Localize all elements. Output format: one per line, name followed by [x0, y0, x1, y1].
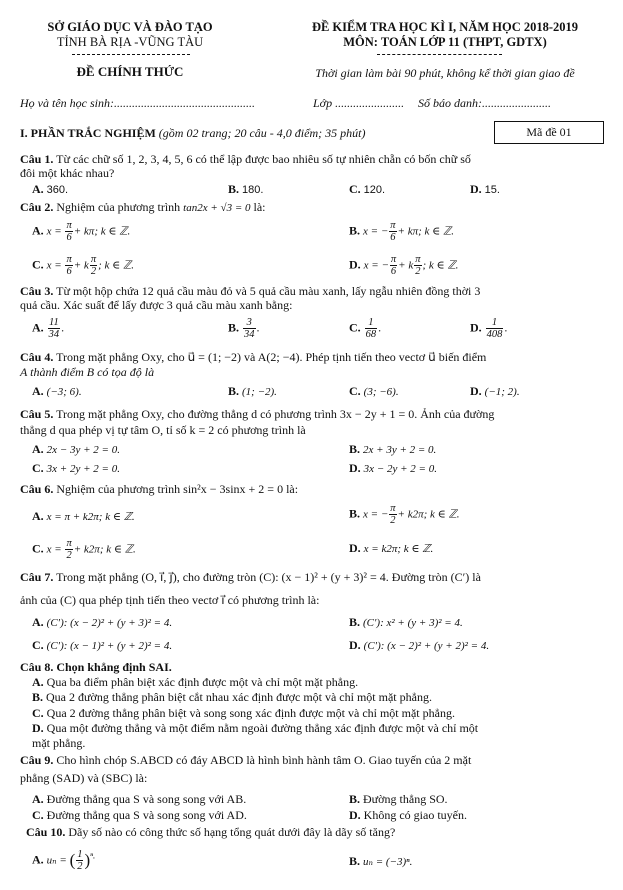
question-3: Câu 3. Từ một hộp chứa 12 quả cầu màu đỏ và 5 quả cầu màu xanh, lấy ngẫu nhiên đồng thời 3 — [20, 284, 481, 298]
q9-option-d: D. Không có giao tuyến. — [349, 808, 467, 822]
q10-option-a: A. uₙ = ( $\frac{1}{2}$ )$^{^n.}$ — [32, 849, 96, 873]
section-title: I. PHẦN TRẮC NGHIỆM — [20, 126, 156, 140]
q10-option-b: B. uₙ = (−3)ⁿ. — [349, 854, 413, 868]
student-name-field: Họ và tên học sinh:............................................... — [20, 96, 255, 110]
question-9-text-cont: phẳng (SAD) và (SBC) là: — [20, 771, 148, 785]
time-note: Thời gian làm bài 90 phút, không kể thời gian giao đề — [315, 66, 575, 80]
q1-option-b: B. 180. — [228, 182, 264, 196]
q4-option-d: D. (−1; 2). — [470, 384, 520, 398]
exam-code: Mã đề 01 — [526, 125, 572, 139]
exam-title: ĐỀ KIỂM TRA HỌC KÌ I, NĂM HỌC 2018-2019 — [311, 20, 579, 34]
q8-option-d-cont: mặt phẳng. — [32, 736, 86, 750]
q9-option-c: C. Đường thẳng qua S và song song với AD. — [32, 808, 247, 822]
official-label: ĐỀ CHÍNH THỨC — [76, 64, 184, 79]
q2-option-a: A. x = $\frac{\pi}{6}$ + kπ; k ∈ ℤ. — [32, 220, 131, 244]
q3-option-a: A. $\frac{11}{34}$ . — [32, 317, 65, 341]
question-10: Câu 10. Dãy số nào có công thức số hạng tổng quát dưới đây là dãy số tăng? — [26, 825, 396, 839]
q6-option-b: B. x = − $\frac{\pi}{2}$ + k2π; k ∈ ℤ. — [349, 503, 460, 527]
question-4-text-cont: A thành điểm B có tọa độ là — [20, 365, 155, 379]
question-number: Câu 1. — [20, 152, 54, 166]
question-8: Câu 8. Chọn khẳng định SAI. — [20, 660, 172, 674]
q5-option-c: C. 3x + 2y + 2 = 0. — [32, 461, 120, 475]
question-1 — [20, 152, 600, 166]
q2-option-b: B. x = − $\frac{\pi}{6}$ + kπ; k ∈ ℤ. — [349, 220, 454, 244]
q5-option-d: D. 3x − 2y + 2 = 0. — [349, 461, 437, 475]
q1-option-c: C. 120. — [349, 182, 386, 196]
q7-option-d: D. (C′): (x − 2)² + (y + 2)² = 4. — [349, 638, 490, 652]
department-name: SỞ GIÁO DỤC VÀ ĐÀO TẠO — [47, 20, 213, 34]
q6-option-c: C. x = $\frac{\pi}{2}$ + k2π; k ∈ ℤ. — [32, 538, 136, 562]
q5-option-a: A. 2x − 3y + 2 = 0. — [32, 442, 120, 456]
q2-option-c: C. x = $\frac{\pi}{6}$ + k $\frac{\pi}{2}$ ; k ∈ ℤ. — [32, 254, 134, 278]
exam-code-box — [494, 121, 604, 144]
q9-option-b: B. Đường thẳng SO. — [349, 792, 448, 806]
question-5-text-cont: thẳng d qua phép vị tự tâm O, tỉ số k = 2 có phương trình là — [20, 423, 306, 437]
q3-option-d: D. $\frac{1}{408}$ . — [470, 317, 508, 341]
q6-option-d: D. x = k2π; k ∈ ℤ. — [349, 541, 434, 555]
q8-option-b: B. Qua 2 đường thẳng phân biệt cắt nhau xác định được một và chỉ một mặt phẳng. — [32, 690, 432, 704]
question-7: Câu 7. Trong mặt phẳng (O, i⃗, j⃗), cho đường tròn (C): (x − 1)² + (y + 3)² = 4. Đường tròn (C′) là — [20, 570, 481, 584]
student-id-field: Số báo danh:....................... — [418, 96, 551, 110]
question-3-text-cont: quả cầu. Xác suất để lấy được 3 quả cầu màu xanh bằng: — [20, 298, 293, 312]
question-5: Câu 5. Trong mặt phẳng Oxy, cho đường thẳng d có phương trình 3x − 2y + 1 = 0. Ảnh của đường — [20, 407, 495, 421]
q7-option-b: B. (C′): x² + (y + 3)² = 4. — [349, 615, 463, 629]
subject-title: MÔN: TOÁN LỚP 11 (THPT, GDTX) — [343, 35, 547, 49]
question-text: Từ các chữ số 1, 2, 3, 4, 5, 6 có thể lập được bao nhiêu số tự nhiên chẵn có bốn chữ số — [56, 152, 471, 166]
equation: tan2x + √3 = 0 — [183, 202, 251, 214]
q1-option-d: D. 15. — [470, 182, 500, 196]
province-name: TỈNH BÀ RỊA -VŨNG TÀU — [56, 35, 204, 49]
q8-option-d: D. Qua một đường thẳng và một điểm nằm ngoài đường thẳng xác định được một và chỉ một — [32, 721, 479, 735]
question-9: Câu 9. Cho hình chóp S.ABCD có đáy ABCD là hình bình hành tâm O. Giao tuyến của 2 mặt — [20, 753, 472, 767]
q4-option-b: B. (1; −2). — [228, 384, 277, 398]
q2-option-d: D. x = − $\frac{\pi}{6}$ + k $\frac{\pi}{2}$ ; k ∈ ℤ. — [349, 254, 459, 278]
q9-option-a: A. Đường thẳng qua S và song song với AB. — [32, 792, 247, 806]
section-note: (gồm 02 trang; 20 câu - 4,0 điểm; 35 phút) — [158, 126, 366, 140]
q5-option-b: B. 2x + 3y + 2 = 0. — [349, 442, 437, 456]
q4-option-a: A. (−3; 6). — [32, 384, 82, 398]
question-1-text-cont: đôi một khác nhau? — [20, 166, 115, 180]
q6-option-a: A. x = π + k2π; k ∈ ℤ. — [32, 509, 135, 523]
header-divider-left — [72, 54, 190, 55]
header-divider-right — [377, 54, 502, 55]
q7-option-a: A. (C′): (x − 2)² + (y + 3)² = 4. — [32, 615, 173, 629]
q1-option-a: A. 360. — [32, 182, 69, 196]
section-heading — [20, 126, 365, 140]
question-6: Câu 6. Nghiệm của phương trình sin²x − 3sinx + 2 = 0 là: — [20, 482, 299, 496]
class-field: Lớp ....................... — [313, 96, 405, 110]
q7-option-c: C. (C′): (x − 1)² + (y + 2)² = 4. — [32, 638, 173, 652]
question-7-text-cont: ảnh của (C) qua phép tịnh tiến theo vectơ i⃗ có phương trình là: — [20, 593, 320, 607]
q8-option-c: C. Qua 2 đường thẳng phân biệt và song song xác định được một và chỉ một mặt phẳng. — [32, 706, 455, 720]
q8-option-a: A. Qua ba điểm phân biệt xác định được một và chỉ một mặt phẳng. — [32, 675, 359, 689]
q4-option-c: C. (3; −6). — [349, 384, 399, 398]
question-2: Câu 2. Nghiệm của phương trình tan2x + √3 = 0 là: — [20, 200, 266, 214]
q3-option-b: B. $\frac{3}{34}$ . — [228, 317, 260, 341]
question-4: Câu 4. Trong mặt phẳng Oxy, cho u⃗ = (1; −2) và A(2; −4). Phép tịnh tiến theo vectơ u⃗ biến điểm — [20, 350, 487, 364]
q3-option-c: C. $\frac{1}{68}$ . — [349, 317, 382, 341]
